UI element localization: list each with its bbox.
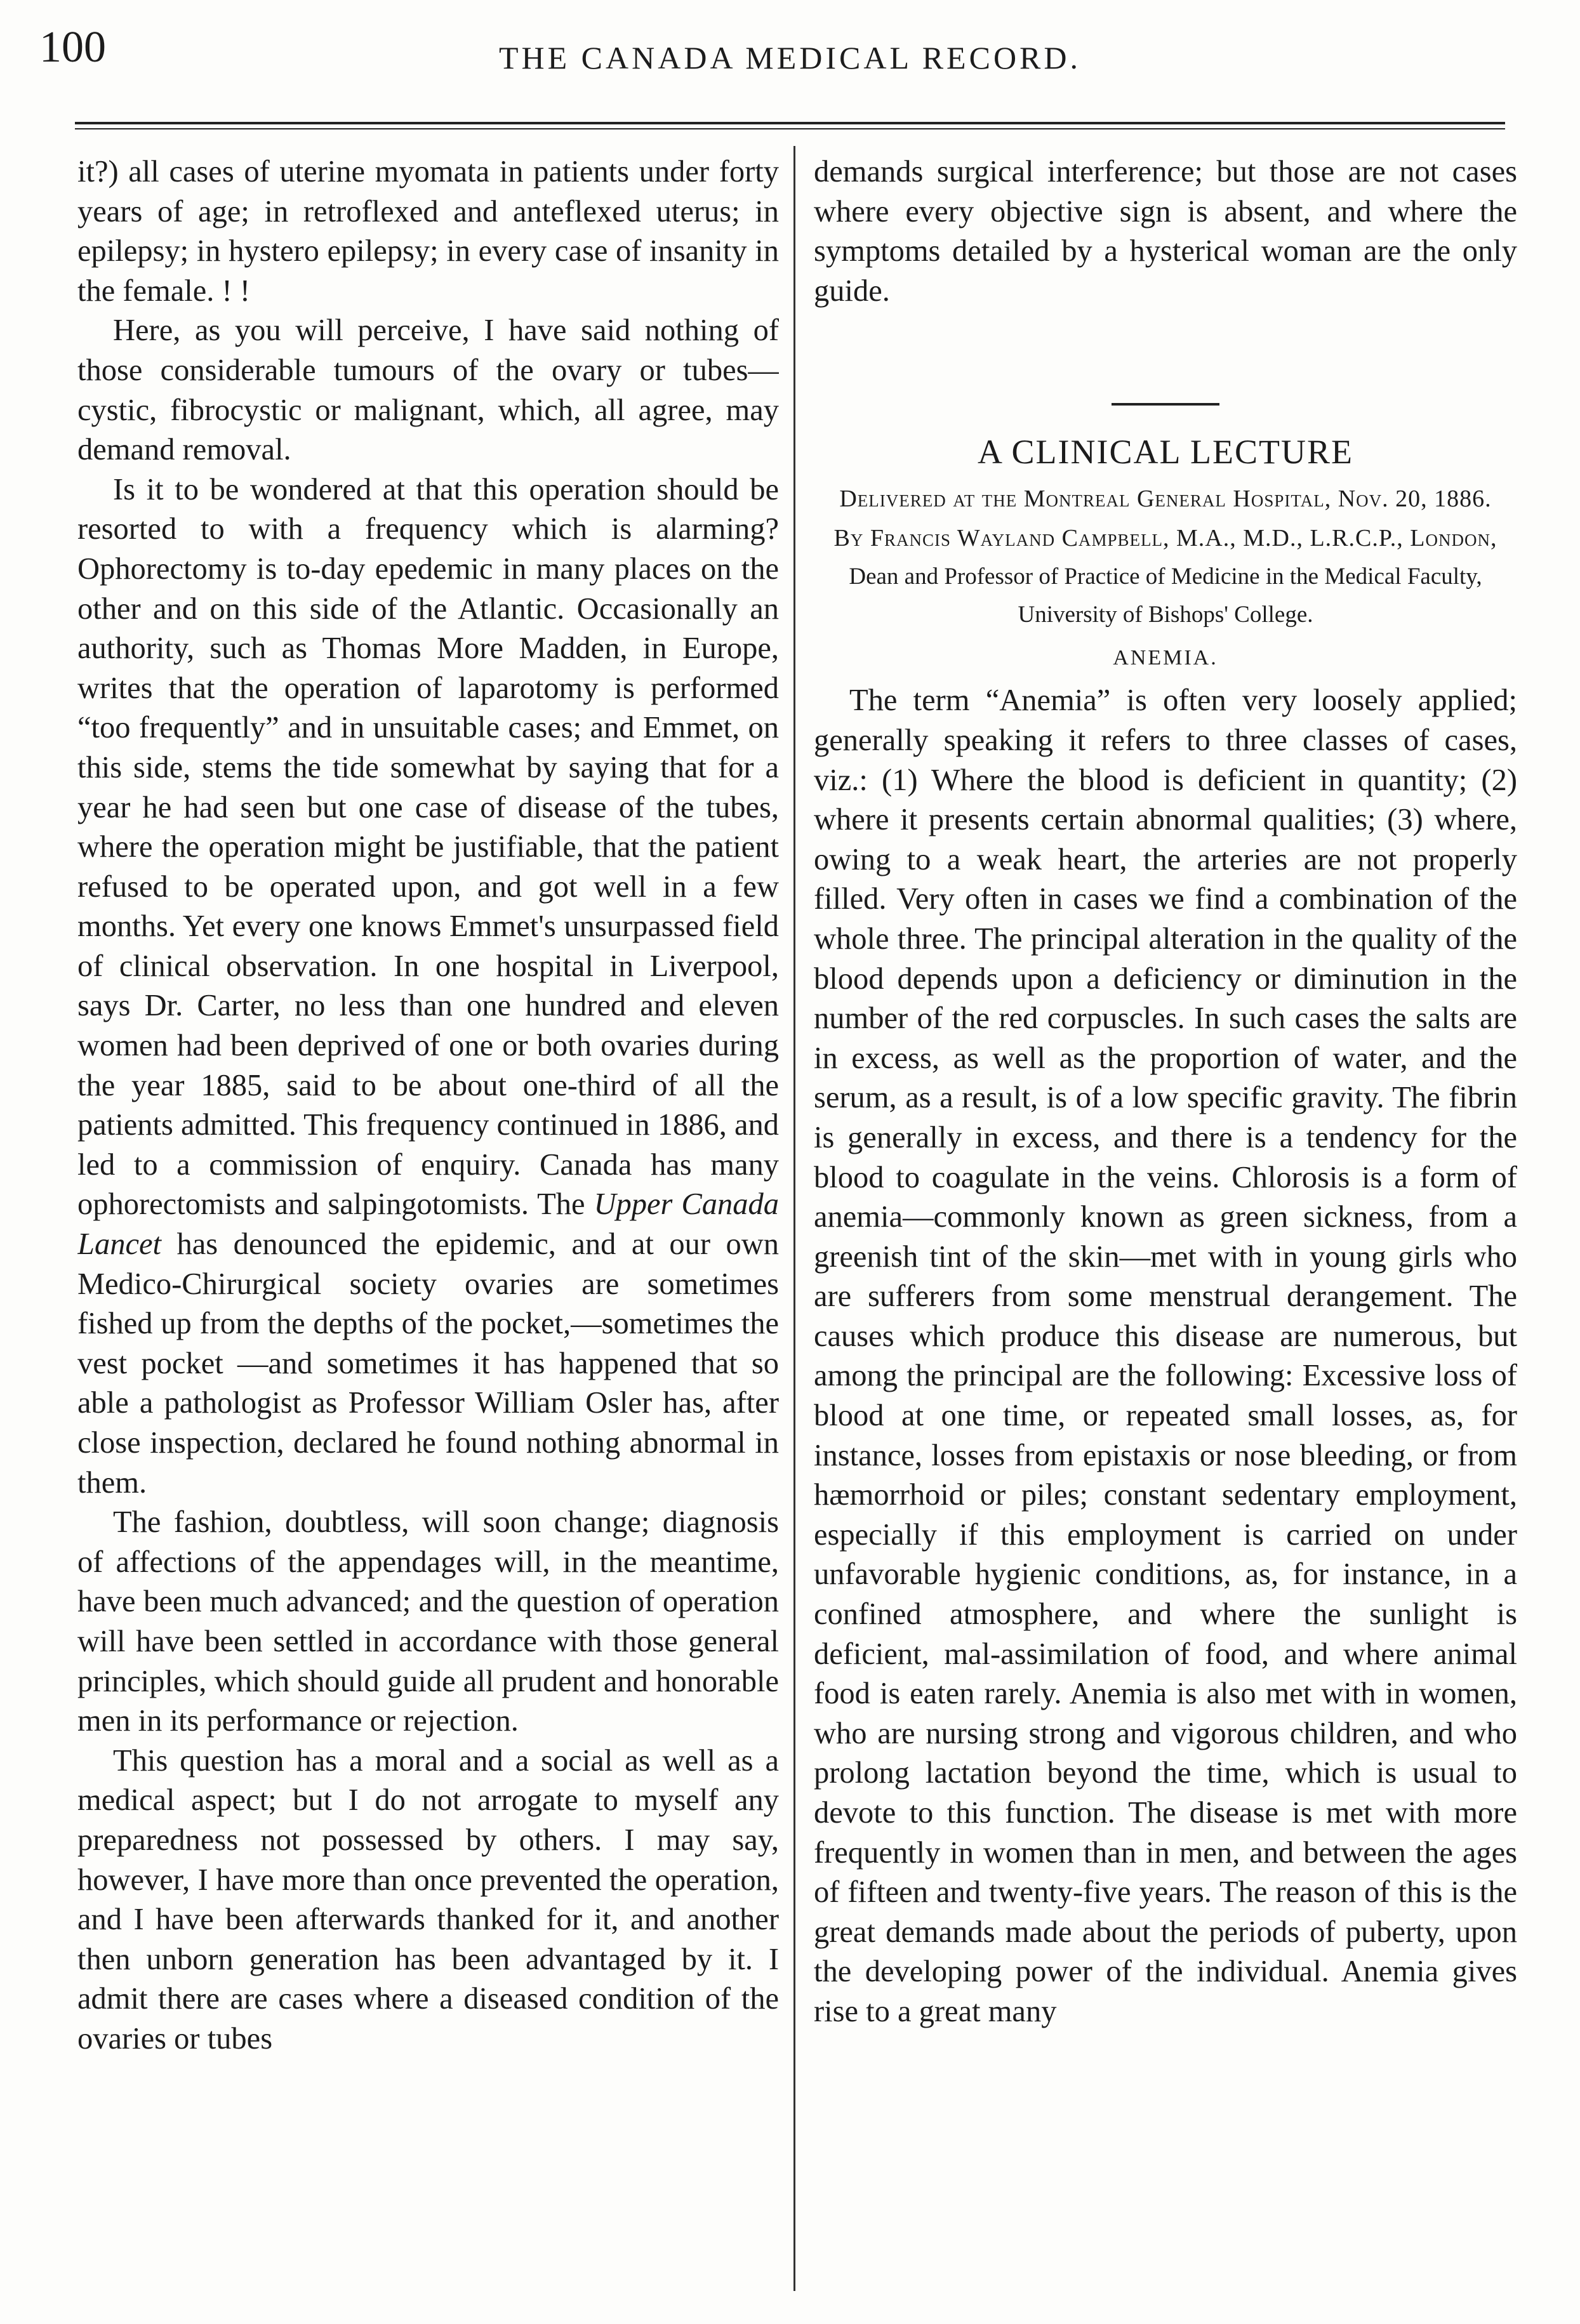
paragraph: it?) all cases of uterine myomata in patients under forty years of age; in retroflexed and anteflexed uterus; in epilepsy; in hystero epilepsy; in every case of insanity in the female. ! ! [77,155,779,308]
lecture-title: A CLINICAL LECTURE [978,433,1353,472]
paragraph: This question has a moral and a social as well as a medical aspect; but I do not arrogate to myself any preparedness not possessed by others. I may say, however, I have more than once prevented the operation, and I have been afterwards thanked for it, and another then unborn generation has been advantaged by it. I admit there are cases where a diseased condition of the ovaries or tubes [77,1743,779,2056]
page-number: 100 [39,23,106,72]
paragraph: The term “Anemia” is often very loosely applied; generally speaking it refers to three classes of cases, viz.: (1) Where the blood is deficient in quantity; (2) where it presents certain abnormal qualities; (3) where, owing to a weak heart, the arteries are not properly filled. Very often in cases we find a combination of the whole three. The principal alteration in the quality of the blood depends upon a deficiency or diminution in the number of the red corpuscles. In such cases the salts are in excess, as well as the proportion of water, and the serum, as a result, is of a low specific gravity. The fibrin is generally in excess, and there is a tendency for the blood to coagulate in the veins. Chlorosis is a form of anemia—commonly known as green sickness, from a greenish tint of the skin—met with in young girls who are sufferers from some menstrual derangement. The causes which produce this disease are numerous, but among the principal are the following: Excessive loss of blood at one time, or repeated small losses, as, for instance, losses from epistaxis or nose bleeding, or from hæmorrhoid or piles; constant sedentary employment, especially if this employment is carried on under unfavorable hygienic conditions, as, for instance, in a confined atmosphere, and where the sunlight is deficient, mal-assimilation of food, and where animal food is eaten rarely. Anemia is also met with in women, who are nursing strong and vigorous children, and who prolong lactation beyond the time, which is usual to devote to this function. The disease is met with more frequently in women than in men, and between the ages of fifteen and twenty-five years. The reason of this is the great demands made about the periods of puberty, upon the developing power of the individual. Anemia gives rise to a great many [814,683,1517,2028]
left-column [77,152,779,2297]
paragraph: demands surgical interference; but those are not cases where every objective sign is absent, and where the symptoms detailed by a hysterical woman are the only guide. [814,155,1517,308]
running-head: THE CANADA MEDICAL RECORD. [498,40,1082,76]
paragraph-text: has denounced the epidemic, and at our own Medico-Chirurgical society ovaries are sometimes fished up from the depths of the pocket,—sometimes the vest pocket —and sometimes it has happened that so able a pathologist as Professor William Osler has, after close inspection, declared he found nothing abnormal in them. [77,1227,779,1500]
column-divider [793,146,795,2291]
paragraph: The fashion, doubtless, will soon change; diagnosis of affections of the appendages will, in the meantime, have been much advanced; and the question of operation will have been settled in accordance with those general principles, which should guide all prudent and honorable men in its performance or rejection. [77,1505,779,1738]
paragraph-text: Is it to be wondered at that this operation should be resorted to with a frequency which is alarming? Ophorectomy is to-day epedemic in many places on the other and on this side of the Atlantic. Occasionally an authority, such as Thomas More Madden, in Europe, writes that the operation of laparotomy is performed “too frequently” and in unsuitable cases; and Emmet, on this side, stems the tide somewhat by saying that for a year he had seen but one case of disease of the tubes, where the operation might be justifiable, that the patient refused to be operated upon, and got well in a few months. Yet every one knows Emmet's unsurpassed field of clinical observation. In one hospital in Liverpool, says Dr. Carter, no less than one hundred and eleven women had been deprived of one or both ovaries during the year 1885, said to be about one-third of all the patients admitted. This frequency continued in 1886, and led to a commission of enquiry. Canada has many ophorectomists and salpingotomists. The [77,472,779,1222]
paragraph: Here, as you will perceive, I have said nothing of those considerable tumours of the ovary or tubes—cystic, fibrocystic or malignant, which, all agree, may demand removal. [77,314,779,467]
author-position: Dean and Professor of Practice of Medicine in the Medical Faculty, University of Bishops' College. [849,564,1482,628]
header-rule [75,122,1505,129]
journal-title: Upper Canada Lancet [77,1187,779,1262]
section-heading: ANEMIA. [1113,646,1218,670]
lecture-author: By Francis Wayland Campbell, M.A., M.D., L.R.C.P., London, [833,525,1497,552]
lecture-delivered: Delivered at the Montreal General Hospital, Nov. 20, 1886. [839,485,1492,513]
section-rule [1112,403,1219,406]
paragraph [77,470,779,1503]
right-column [814,152,1517,2297]
